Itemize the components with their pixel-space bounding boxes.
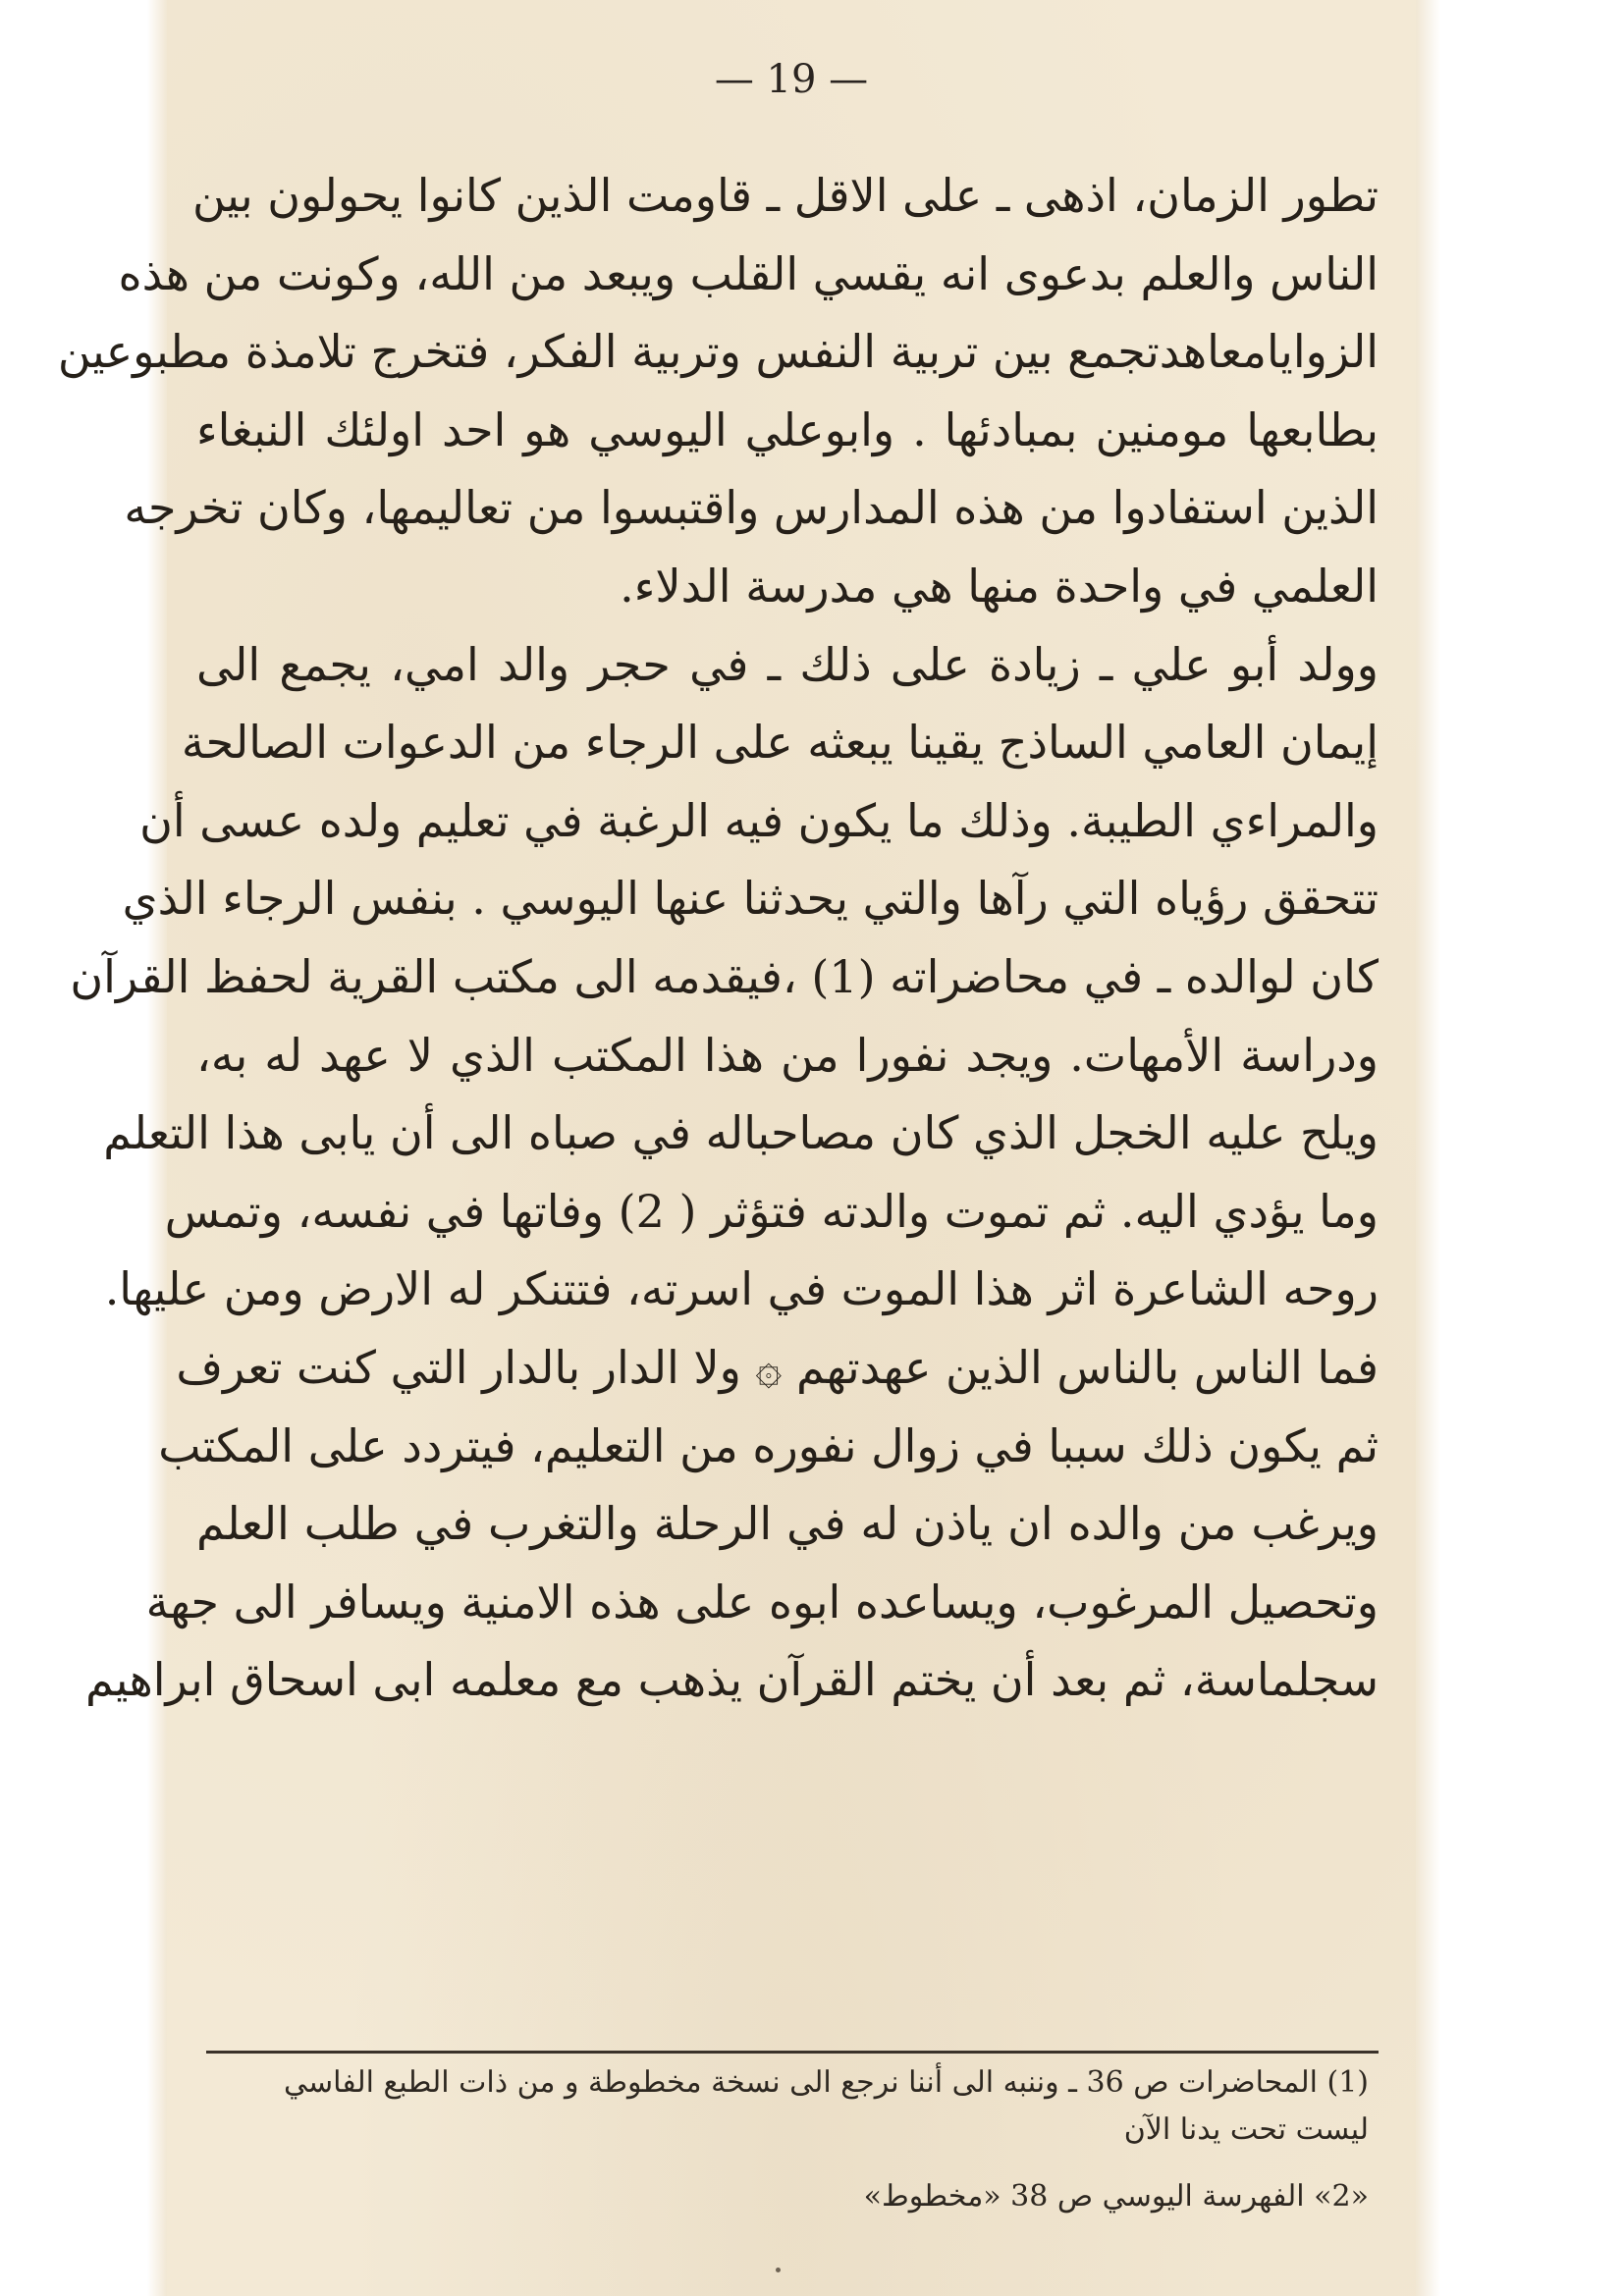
body-line: ودراسة الأمهات. ويجد نفورا من هذا المكتب الذي لا عهد له به، xyxy=(196,1028,1379,1082)
body-line: ويرغب من والده ان ياذن له في الرحلة والتغرب في طلب العلم xyxy=(196,1497,1379,1551)
page-number: — 19 — xyxy=(714,57,869,102)
body-line: كان لوالده ـ في محاضراته (1) ،فيقدمه الى مكتب القرية لحفظ القرآن xyxy=(70,949,1379,1003)
body-line: وتحصيل المرغوب، ويساعده ابوه على هذه الامنية ويسافر الى جهة xyxy=(145,1575,1379,1629)
body-line: الزوايامعاهدتجمع بين تربية النفس وتربية الفكر، فتخرج تلامذة مطبوعين xyxy=(57,325,1379,379)
footnote-1-continued: ليست تحت يدنا الآن xyxy=(1123,2112,1369,2147)
book-page xyxy=(57,0,1416,2296)
footnote-divider xyxy=(206,2051,1379,2054)
body-line: تتحقق رؤياه التي رآها والتي يحدثنا عنها اليوسي . بنفس الرجاء الذي xyxy=(122,872,1379,926)
footnotes xyxy=(226,2059,1369,2220)
body-line: تطور الزمان، اذهى ـ على الاقل ـ قاومت الذين كانوا يحولون بين xyxy=(191,169,1379,222)
footnote-1: (1) المحاضرات ص 36 ـ وننبه الى أننا نرجع الى نسخة مخطوطة و من ذات الطبع الفاسي xyxy=(284,2065,1369,2100)
body-line: وما يؤدي اليه. ثم تموت والدته فتؤثر ( 2) وفاتها في نفسه، وتمس xyxy=(164,1184,1379,1238)
scan-speck xyxy=(776,2268,781,2272)
body-line: الناس والعلم بدعوى انه يقسي القلب ويبعد من الله، وكونت من هذه xyxy=(118,246,1379,300)
scan-margin-right xyxy=(1416,0,1623,2296)
body-line: الذين استفادوا من هذه المدارس واقتبسوا من تعاليمها، وكان تخرجه xyxy=(124,481,1379,535)
body-line: سجلماسة، ثم بعد أن يختم القرآن يذهب مع معلمه ابى اسحاق ابراهيم xyxy=(84,1653,1379,1707)
body-line: العلمي في واحدة منها هي مدرسة الدلاء. xyxy=(620,559,1379,613)
body-line: ثم يكون ذلك سببا في زوال نفوره من التعليم، فيتردد على المكتب xyxy=(158,1418,1379,1472)
footnote-2: «2» الفهرسة اليوسي ص 38 «مخطوط» xyxy=(863,2179,1369,2214)
body-line: إيمان العامي الساذج يقينا يبعثه على الرجاء من الدعوات الصالحة xyxy=(181,716,1379,770)
body-line: بطابعها مومنين بمبادئها . وابوعلي اليوسي هو احد اولئك النبغاء xyxy=(196,402,1379,456)
body-text xyxy=(57,157,1379,1720)
body-line: وولد أبو علي ـ زيادة على ذلك ـ في حجر والد امي، يجمع الى xyxy=(196,637,1379,691)
body-line: ويلح عليه الخجل الذي كان مصاحباله في صباه الى أن يابى هذا التعلم xyxy=(103,1106,1379,1160)
body-line: والمراءي الطيبة. وذلك ما يكون فيه الرغبة في تعليم ولده عسى أن xyxy=(139,793,1379,847)
body-line: روحه الشاعرة اثر هذا الموت في اسرته، فتتنكر له الارض ومن عليها. xyxy=(104,1262,1379,1316)
body-line: فما الناس بالناس الذين عهدتهم ۞ ولا الدار بالدار التي كنت تعرف xyxy=(176,1340,1379,1394)
